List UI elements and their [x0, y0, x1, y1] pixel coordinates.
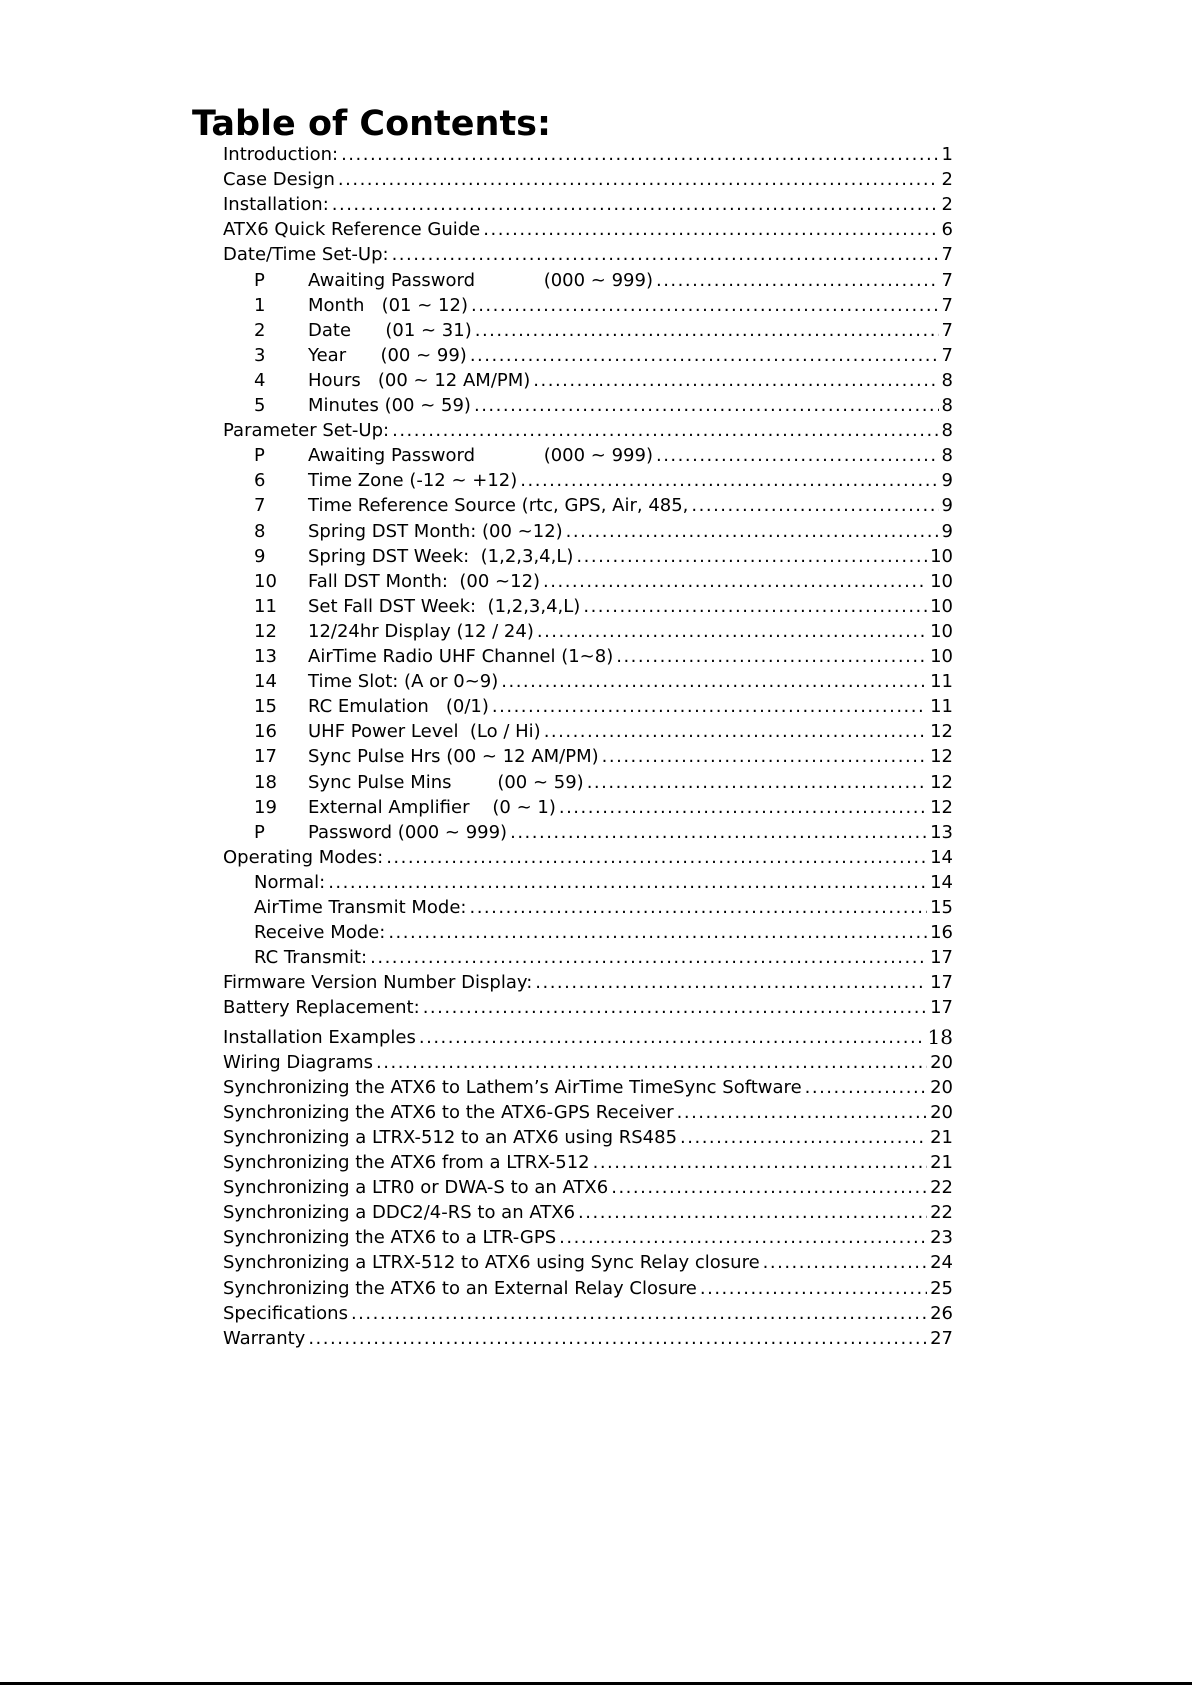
toc-entry[interactable]	[223, 1025, 953, 1050]
toc-entry-title: UHF Power Level (Lo / Hi)	[308, 721, 541, 743]
toc-entry-title: Specifications	[223, 1302, 348, 1324]
toc-entry-title: Synchronizing a LTR0 or DWA-S to an ATX6	[223, 1177, 609, 1199]
toc-entry-title: Receive Mode:	[254, 922, 386, 944]
toc-entry-number: P	[254, 445, 265, 467]
toc-entry[interactable]	[254, 945, 953, 970]
toc-entry-title: Date (01 ~ 31)	[308, 319, 472, 341]
toc-entry-page-number: 9	[941, 520, 953, 542]
toc-entry-page-number: 9	[941, 495, 953, 517]
toc-entry[interactable]	[254, 368, 953, 393]
toc-entry-page-number: 15	[930, 897, 953, 918]
toc-entry[interactable]	[223, 242, 953, 267]
toc-entry[interactable]	[223, 1125, 953, 1150]
toc-entry-page-number: 14	[930, 871, 953, 893]
toc-entry-title: ATX6 Quick Reference Guide	[223, 219, 481, 241]
toc-entry-page-number: 10	[930, 620, 953, 642]
toc-entry-page-number: 8	[941, 420, 953, 442]
dot-leader	[351, 1301, 927, 1326]
toc-entry-page-number: 12	[930, 771, 953, 793]
toc-entry-title: Sync Pulse Hrs (00 ~ 12 AM/PM)	[308, 746, 599, 768]
toc-entry[interactable]	[254, 744, 953, 769]
dot-leader	[392, 242, 939, 267]
toc-entry-number: 3	[254, 344, 266, 366]
toc-entry-page-number: 7	[941, 294, 953, 316]
dot-leader	[471, 293, 939, 318]
toc-entry-title: Time Slot: (A or 0~9)	[308, 671, 499, 693]
toc-entry-page-number: 22	[930, 1177, 953, 1199]
toc-entry-page-number: 23	[930, 1227, 953, 1249]
toc-entry-title: Month (01 ~ 12)	[308, 294, 468, 316]
toc-entry-page-number: 7	[941, 244, 953, 266]
toc-entry-page-number: 20	[930, 1076, 953, 1098]
toc-entry-title: External Amplifier (0 ~ 1)	[308, 796, 556, 818]
dot-leader	[593, 1150, 927, 1175]
toc-entry-page-number: 25	[930, 1277, 953, 1299]
toc-entry-page-number: 6	[941, 219, 953, 241]
toc-entry-number: 11	[254, 595, 277, 617]
dot-leader	[376, 1050, 927, 1075]
toc-entry[interactable]	[223, 142, 953, 167]
toc-entry[interactable]	[223, 970, 953, 995]
toc-entry[interactable]	[223, 1200, 953, 1225]
toc-entry-title: Set Fall DST Week: (1,2,3,4,L)	[308, 595, 581, 617]
dot-leader	[602, 744, 927, 769]
toc-entry-title: Time Reference Source (rtc, GPS, Air, 485,	[308, 495, 689, 517]
dot-leader	[475, 318, 939, 343]
toc-entry-title: Introduction:	[223, 144, 339, 165]
toc-entry-page-number: 10	[930, 646, 953, 667]
toc-entry-number: 10	[254, 570, 277, 592]
toc-entry[interactable]	[254, 694, 953, 719]
toc-entry[interactable]	[254, 820, 953, 845]
toc-entry-title: Awaiting Password (000 ~ 999)	[308, 445, 653, 467]
dot-leader	[611, 1175, 927, 1200]
toc-entry-page-number: 10	[930, 545, 953, 567]
toc-entry-page-number: 27	[930, 1327, 953, 1349]
dot-leader	[544, 719, 927, 744]
toc-entry-page-number: 1	[941, 144, 953, 165]
dot-leader	[386, 845, 927, 870]
toc-entry-page-number: 8	[941, 395, 953, 416]
toc-entry[interactable]	[223, 1100, 953, 1125]
toc-entry-title: AirTime Transmit Mode:	[254, 897, 467, 918]
dot-leader	[388, 920, 927, 945]
toc-entry-title: Password (000 ~ 999)	[308, 821, 508, 843]
toc-entry[interactable]	[223, 1276, 953, 1301]
toc-entry-number: 17	[254, 746, 277, 768]
toc-entry[interactable]	[254, 569, 953, 594]
dot-leader	[677, 1100, 927, 1125]
toc-entry-number: 13	[254, 646, 277, 667]
dot-leader	[492, 694, 927, 719]
toc-entry[interactable]	[254, 544, 953, 569]
toc-entry-title: Synchronizing the ATX6 to a LTR-GPS	[223, 1227, 557, 1249]
dot-leader	[559, 1225, 927, 1250]
toc-entry-number: 6	[254, 470, 266, 492]
toc-entry-number: 5	[254, 395, 266, 416]
toc-entry-title: Firmware Version Number Display:	[223, 972, 533, 994]
toc-entry[interactable]	[254, 619, 953, 644]
toc-entry-title: Wiring Diagrams	[223, 1051, 374, 1073]
dot-leader	[338, 167, 939, 192]
dot-leader	[543, 569, 927, 594]
toc-entry-page-number: 10	[930, 595, 953, 617]
dot-leader	[332, 192, 939, 217]
toc-entry[interactable]	[223, 418, 953, 443]
toc-entry[interactable]	[223, 192, 953, 217]
toc-entry-number: 16	[254, 721, 277, 743]
toc-entry-title: Normal:	[254, 871, 326, 893]
toc-entry-page-number: 8	[941, 445, 953, 467]
toc-entry-title: Installation Examples	[223, 1026, 416, 1048]
toc-entry[interactable]	[254, 293, 953, 318]
toc-entry-title: Battery Replacement:	[223, 997, 420, 1019]
toc-entry[interactable]	[254, 443, 953, 468]
toc-entry-title: Time Zone (-12 ~ +12)	[308, 470, 518, 492]
dot-leader	[700, 1276, 927, 1301]
toc-entry[interactable]	[254, 920, 953, 945]
toc-entry[interactable]	[254, 468, 953, 493]
dot-leader	[308, 1326, 927, 1351]
toc-entry[interactable]	[223, 1225, 953, 1250]
toc-entry[interactable]	[254, 594, 953, 619]
toc-entry-number: 1	[254, 294, 266, 316]
dot-leader	[392, 418, 938, 443]
toc-entry-number: 15	[254, 696, 277, 718]
toc-entry-title: Synchronizing the ATX6 from a LTRX-512	[223, 1152, 590, 1173]
toc-entry-page-number: 9	[941, 470, 953, 492]
toc-entry-page-number: 14	[930, 846, 953, 868]
toc-entry[interactable]	[254, 519, 953, 544]
toc-entry[interactable]	[254, 669, 953, 694]
toc-entry-number: 9	[254, 545, 266, 567]
toc-entry-page-number: 20	[930, 1051, 953, 1073]
toc-entry[interactable]	[254, 644, 953, 669]
toc-entry-number: P	[254, 269, 265, 291]
toc-entry[interactable]	[223, 1150, 953, 1175]
dot-leader	[587, 770, 927, 795]
toc-entry-title: Warranty	[223, 1327, 306, 1349]
dot-leader	[419, 1025, 925, 1050]
dot-leader	[510, 820, 927, 845]
toc-entry-title: Hours (00 ~ 12 AM/PM)	[308, 369, 531, 391]
toc-entry-title: Synchronizing a LTRX-512 to an ATX6 using RS485	[223, 1126, 678, 1148]
toc-entry-page-number: 10	[930, 570, 953, 592]
toc-entry-title: Spring DST Week: (1,2,3,4,L)	[308, 545, 574, 567]
toc-entry-number: 14	[254, 671, 277, 693]
toc-entry[interactable]	[254, 268, 953, 293]
toc-entry-title: Synchronizing the ATX6 to an External Relay Closure	[223, 1277, 697, 1299]
dot-leader	[576, 544, 927, 569]
toc-entry-page-number: 7	[941, 344, 953, 366]
toc-entry[interactable]	[223, 1175, 953, 1200]
toc-entry[interactable]	[223, 167, 953, 192]
toc-entry-page-number: 11	[930, 696, 953, 718]
toc-entry-page-number: 21	[930, 1152, 953, 1173]
toc-entry-title: Year (00 ~ 99)	[308, 344, 467, 366]
toc-entry-title: Operating Modes:	[223, 846, 384, 868]
toc-entry-title: Minutes (00 ~ 59)	[308, 395, 471, 416]
toc-entry[interactable]	[223, 1050, 953, 1075]
dot-leader	[656, 268, 939, 293]
dot-leader	[578, 1200, 927, 1225]
toc-entry-page-number: 20	[930, 1101, 953, 1123]
toc-entry[interactable]	[254, 343, 953, 368]
toc-entry[interactable]	[223, 1250, 953, 1275]
toc-entry-page-number: 18	[927, 1024, 953, 1049]
dot-leader	[520, 468, 938, 493]
toc-entry-number: 18	[254, 771, 277, 793]
dot-leader	[474, 393, 939, 418]
toc-entry-title: Synchronizing the ATX6 to Lathem’s AirTime TimeSync Software	[223, 1076, 802, 1098]
toc-entry[interactable]	[223, 845, 953, 870]
toc-entry[interactable]	[254, 318, 953, 343]
dot-leader	[501, 669, 927, 694]
toc-entry[interactable]	[223, 217, 953, 242]
toc-entry-title: AirTime Radio UHF Channel (1~8)	[308, 646, 614, 667]
toc-entry[interactable]	[223, 1075, 953, 1100]
toc-entry-title: RC Transmit:	[254, 947, 368, 969]
toc-entry-page-number: 2	[941, 169, 953, 191]
toc-entry[interactable]	[254, 719, 953, 744]
dot-leader	[763, 1250, 927, 1275]
toc-entry-title: Spring DST Month: (00 ~12)	[308, 520, 563, 542]
toc-entry-number: 7	[254, 495, 266, 517]
toc-entry-page-number: 22	[930, 1202, 953, 1224]
dot-leader	[328, 870, 927, 895]
page-title: Table of Contents:	[192, 104, 552, 144]
toc-entry-number: 4	[254, 369, 266, 391]
toc-entry-page-number: 24	[930, 1252, 953, 1274]
dot-leader	[537, 619, 927, 644]
toc-entry[interactable]	[254, 393, 953, 418]
toc-entry-page-number: 21	[930, 1126, 953, 1148]
toc-entry-title: Parameter Set-Up:	[223, 420, 390, 442]
toc-entry-page-number: 17	[930, 947, 953, 969]
toc-entry-title: Date/Time Set-Up:	[223, 244, 389, 266]
toc-entry-page-number: 11	[930, 671, 953, 693]
toc-entry[interactable]	[223, 1301, 953, 1326]
dot-leader	[535, 970, 927, 995]
dot-leader	[423, 995, 927, 1020]
toc-entry-title: Installation:	[223, 194, 329, 216]
toc-entry-page-number: 17	[930, 997, 953, 1019]
toc-entry-page-number: 2	[941, 194, 953, 216]
toc-entry-page-number: 26	[930, 1302, 953, 1324]
toc-entry[interactable]	[254, 493, 953, 518]
toc-entry-title: Sync Pulse Mins (00 ~ 59)	[308, 771, 584, 793]
toc-entry-page-number: 17	[930, 972, 953, 994]
dot-leader	[370, 945, 927, 970]
dot-leader	[533, 368, 938, 393]
toc-entry-number: P	[254, 821, 265, 843]
dot-leader	[483, 217, 938, 242]
dot-leader	[656, 443, 939, 468]
toc-entry-page-number: 12	[930, 746, 953, 768]
toc-entry-page-number: 7	[941, 319, 953, 341]
dot-leader	[616, 644, 927, 669]
dot-leader	[559, 795, 927, 820]
toc-entry[interactable]	[223, 1326, 953, 1351]
toc-entry-title: Synchronizing a DDC2/4-RS to an ATX6	[223, 1202, 576, 1224]
toc-entry-number: 12	[254, 620, 277, 642]
toc-entry-page-number: 13	[930, 821, 953, 843]
toc-entry-page-number: 12	[930, 721, 953, 743]
dot-leader	[805, 1075, 927, 1100]
toc-entry[interactable]	[254, 795, 953, 820]
toc-entry-title: RC Emulation (0/1)	[308, 696, 489, 718]
toc-entry-title: 12/24hr Display (12 / 24)	[308, 620, 534, 642]
toc-entry-page-number: 7	[941, 269, 953, 291]
toc-entry[interactable]	[254, 870, 953, 895]
toc-entry-title: Fall DST Month: (00 ~12)	[308, 570, 541, 592]
toc-entry-page-number: 8	[941, 369, 953, 391]
toc-entry-title: Synchronizing the ATX6 to the ATX6-GPS Receiver	[223, 1101, 674, 1123]
dot-leader	[566, 519, 939, 544]
dot-leader	[469, 895, 927, 920]
dot-leader	[691, 493, 938, 518]
dot-leader	[341, 142, 938, 167]
dot-leader	[680, 1125, 927, 1150]
toc-entry-page-number: 16	[930, 922, 953, 944]
toc-entry-title: Awaiting Password (000 ~ 999)	[308, 269, 653, 291]
toc-entry[interactable]	[254, 895, 953, 920]
dot-leader	[470, 343, 939, 368]
dot-leader	[583, 594, 927, 619]
toc-entry-number: 19	[254, 796, 277, 818]
toc-entry-number: 2	[254, 319, 266, 341]
toc-entry-title: Case Design	[223, 169, 335, 191]
toc-entry-title: Synchronizing a LTRX-512 to ATX6 using Sync Relay closure	[223, 1252, 760, 1274]
toc-entry[interactable]	[254, 770, 953, 795]
toc-entry[interactable]	[223, 995, 953, 1020]
toc-entry-page-number: 12	[930, 796, 953, 818]
toc-entry-number: 8	[254, 520, 266, 542]
